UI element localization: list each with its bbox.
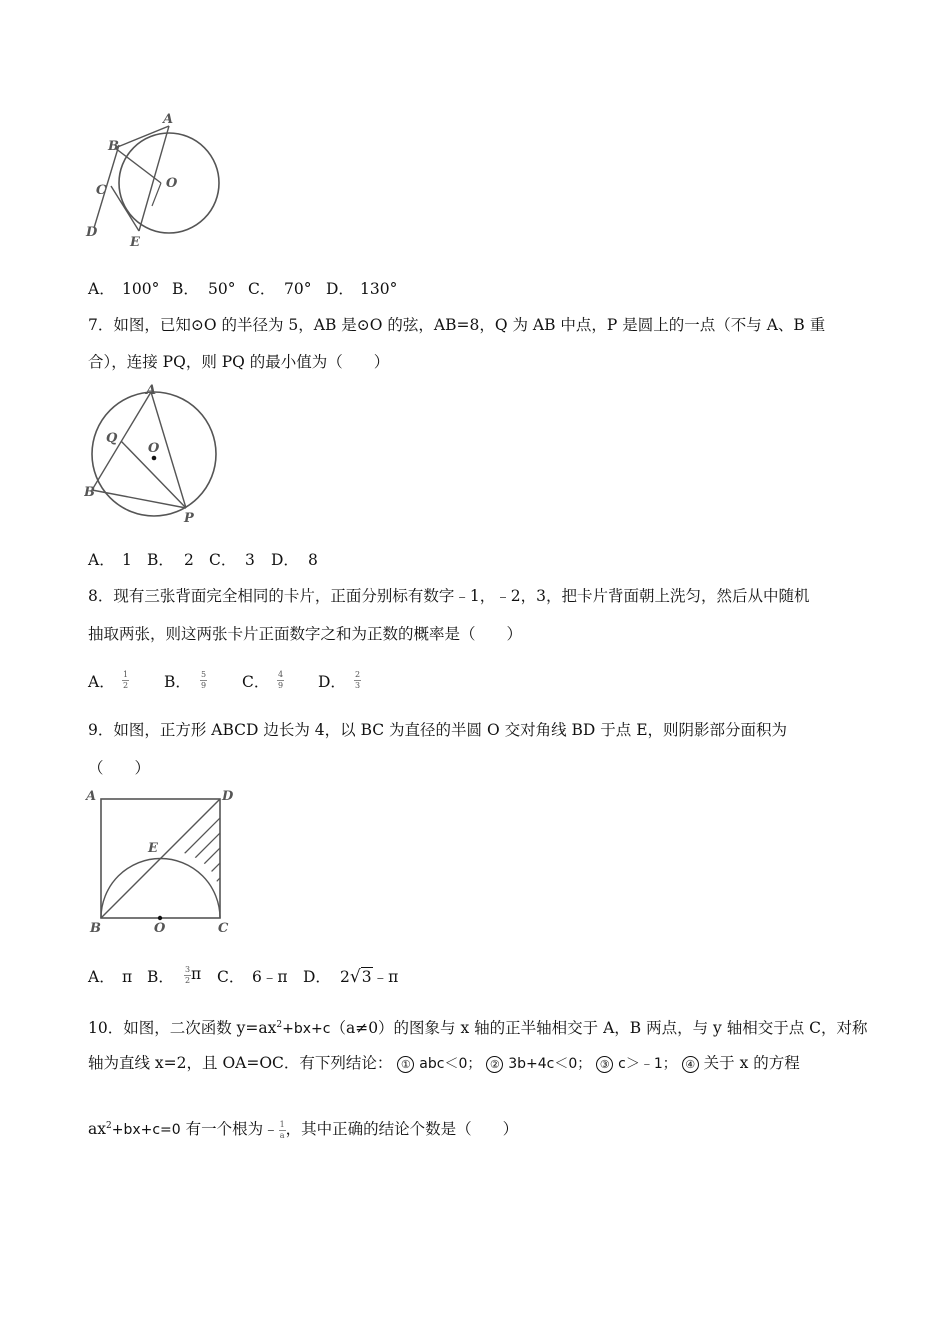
- fig3-label-E: E: [148, 841, 158, 856]
- q8-option-a: $\frac{1}{2}$: [122, 669, 129, 690]
- q8-option-d: $\frac{2}{3}$: [354, 669, 361, 690]
- fig2-label-B: B: [84, 485, 95, 500]
- q8-option-c-label: C．: [242, 673, 270, 691]
- q7-option-b-label: B．: [147, 551, 174, 569]
- q9-text-line1: 9．如图，正方形 ABCD 边长为 4，以 BC 为直径的半圆 O 交对角线 BD 于点 E，则阴影部分面积为: [88, 721, 788, 739]
- q9-option-a: π: [122, 968, 133, 986]
- q9-option-b-label: B．: [147, 968, 174, 986]
- q9-option-d: 2√3﹣π: [340, 967, 399, 987]
- fig3-label-A: A: [86, 789, 97, 804]
- q9-text-line2: （ ）: [88, 759, 151, 777]
- q6-option-c-label: C．: [248, 280, 276, 298]
- q8-text-line1: 8．现有三张背面完全相同的卡片，正面分别标有数字﹣1，﹣2，3，把卡片背面朝上洗匀，然后从中随机: [88, 587, 810, 605]
- q7-option-c: 3: [245, 551, 255, 569]
- figure-q6-circle: [84, 108, 224, 248]
- q8-option-b-label: B．: [164, 673, 191, 691]
- fig1-label-C: C: [96, 183, 107, 198]
- fig2-label-Q: Q: [106, 431, 118, 446]
- q6-option-a-label: A．: [88, 280, 115, 298]
- q8-option-c: $\frac{4}{9}$: [277, 669, 284, 690]
- q8-option-a-label: A．: [88, 673, 115, 691]
- fig2-label-A: A: [146, 383, 157, 398]
- fig3-label-D: D: [222, 789, 234, 804]
- q7-option-c-label: C．: [209, 551, 237, 569]
- q10-circle-4: ④: [682, 1056, 699, 1073]
- fig2-label-O: O: [148, 441, 160, 456]
- fig2-label-P: P: [184, 511, 194, 524]
- q7-text-line2: 合），连接 PQ，则 PQ 的最小值为（ ）: [88, 353, 390, 371]
- figure-q9-square: [84, 784, 244, 938]
- q7-option-d-label: D．: [271, 551, 299, 569]
- fig1-label-B: B: [108, 139, 119, 154]
- q6-option-d: 130°: [360, 280, 398, 298]
- figure-q7-circle: [84, 382, 219, 524]
- q8-text-line2: 抽取两张，则这两张卡片正面数字之和为正数的概率是（ ）: [88, 625, 523, 643]
- q9-option-b: $\frac{3}{2}$ π: [184, 964, 202, 985]
- q6-option-d-label: D．: [326, 280, 354, 298]
- q7-text-line1: 7．如图，已知⊙O 的半径为 5，AB 是⊙O 的弦，AB=8，Q 为 AB 中点，P 是圆上的一点（不与 A、B 重: [88, 316, 826, 334]
- q10-circle-1: ①: [397, 1056, 414, 1073]
- q9-option-c: 6﹣π: [252, 968, 288, 986]
- q8-option-d-label: D．: [318, 673, 346, 691]
- fig3-label-B: B: [90, 921, 101, 936]
- fig1-label-D: D: [86, 225, 98, 240]
- q9-option-a-label: A．: [88, 968, 115, 986]
- q6-option-b: 50°: [208, 280, 236, 298]
- fig1-label-O: O: [166, 176, 178, 191]
- q9-option-d-label: D．: [303, 968, 331, 986]
- fig3-label-O: O: [154, 921, 166, 936]
- q6-option-c: 70°: [284, 280, 312, 298]
- q7-option-d: 8: [308, 551, 318, 569]
- q7-option-b: 2: [184, 551, 194, 569]
- q9-option-c-label: C．: [217, 968, 245, 986]
- q10-text-line2: 轴为直线 x=2，且 OA=OC．有下列结论： ① abc＜0； ② 3b+4c＜0； ③ c＞﹣1； ④ 关于 x 的方程: [88, 1054, 800, 1072]
- fig1-label-E: E: [130, 235, 140, 248]
- q10-circle-2: ②: [486, 1056, 503, 1073]
- q10-text-line1: 10．如图，二次函数 $y=ax^2+bx+c(a\ne 0)$的图象与 x 轴的正半轴相交于 A，B 两点，与 y 轴相交于点 C，对称: [88, 1019, 868, 1038]
- fig3-label-C: C: [218, 921, 229, 936]
- q6-option-b-label: B．: [172, 280, 199, 298]
- q7-option-a-label: A．: [88, 551, 115, 569]
- q6-option-a: 100°: [122, 280, 160, 298]
- q7-option-a: 1: [122, 551, 132, 569]
- fig1-label-A: A: [163, 112, 174, 127]
- q10-text-line3: $ax^2+bx+c=0$ 有一个根为﹣ $\frac{1}{a}$ ，其中正确的结论个数是（ ）: [88, 1119, 519, 1140]
- q8-option-b: $\frac{5}{9}$: [200, 669, 207, 690]
- q10-circle-3: ③: [596, 1056, 613, 1073]
